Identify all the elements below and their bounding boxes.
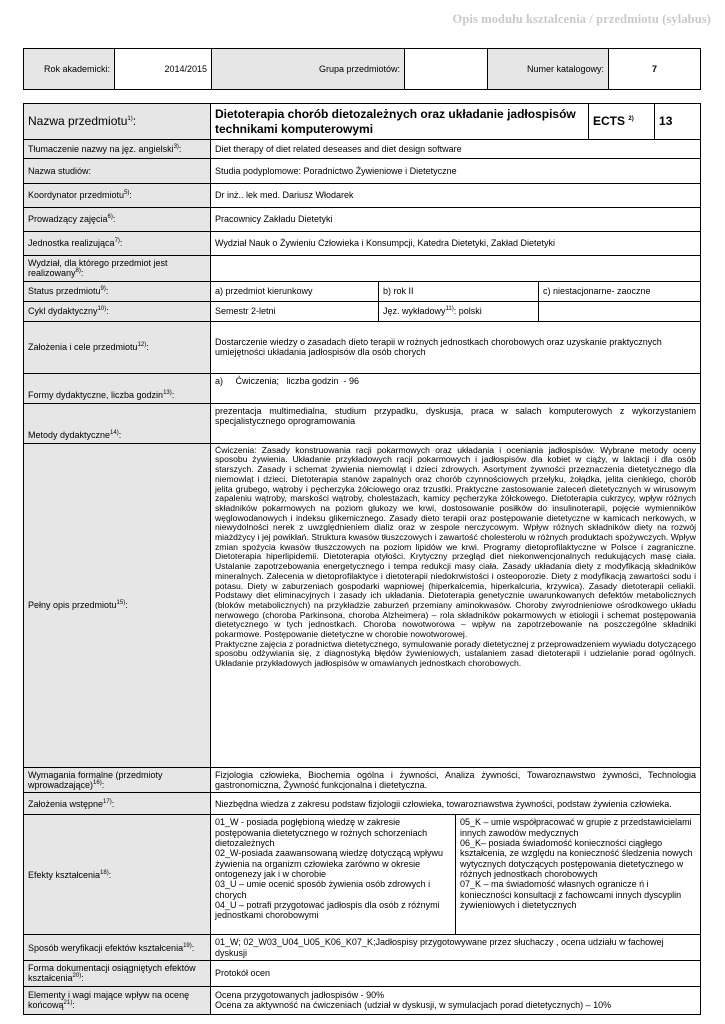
status-rok: b) rok II [379, 281, 539, 301]
jezyk-wykladowy: Jęz. wykładowy$^{11)}$: polski [379, 301, 539, 321]
tlum-value: Diet therapy of diet related deseases and diet design software [211, 140, 701, 159]
forma-value: Protokół ocen [211, 961, 701, 987]
zal-value: Dostarczenie wiedzy o zasadach dieto terapii w rożnych jednostkach chorobowych oraz uzyskanie praktycznych umiejętności układania jadłospisów dla osób chorych [211, 321, 701, 373]
efekty-wiedza-umiejetnosci: 01_W - posiada pogłębioną wiedzę w zakresie postępowania dietetycznego w rożnych schorzeniach dietozależnych 02_W-posiada zaawansowaną wiedzę dotyczącą wpływu żywienia na organizm człowieka zarówno w okresie ontogenezy jak i w chorobie 03_U – umie ocenić sposób żywienia osób zdrowych i chorych 04_U – potrafi przygotować jadłospis dla osób z różnymi jednostkami chorobowymi [211, 815, 456, 935]
prow-label: Prowadzący zajęcia$^{6)}$: [24, 208, 211, 232]
efekty-label: Efekty kształcenia$^{18)}$: [24, 815, 211, 935]
koord-label: Koordynator przedmiotu$^{5)}$: [24, 184, 211, 208]
rok-value: 2014/2015 [115, 49, 212, 90]
cykl-label: Cykl dydaktyczny$^{10)}$: [24, 301, 211, 321]
cykl-empty [539, 301, 701, 321]
jedn-label: Jednostka realizująca$^{7)}$: [24, 232, 211, 256]
forma-label: Forma dokumentacji osiągniętych efektów kształcenia$^{20)}$: [24, 961, 211, 987]
prow-value: Pracownicy Zakładu Dietetyki [211, 208, 701, 232]
tlum-label: Tłumaczenie nazwy na jęz. angielski$^{3)}$: [24, 140, 211, 159]
ects-label: ECTS $^{2)}$ [589, 104, 655, 140]
status-kierunkowy: a) przedmiot kierunkowy [211, 281, 379, 301]
elem-label: Elementy i wagi mające wpływ na ocenę końcową$^{21)}$: [24, 986, 211, 1014]
wydz-label: Wydział, dla którego przedmiot jest realizowany$^{8)}$: [24, 256, 211, 282]
syllabus-table [23, 103, 701, 1015]
status-tryb: c) niestacjonarne- zaoczne [539, 281, 701, 301]
efekty-kompetencje: 05_K – umie współpracować w grupie z przedstawicielami innych zawodów medycznych 06_K– posiada świadomość konieczności ciągłego kształcenia, ze względu na konieczność śledzenia nowych wytycznych dotyczących postępowania dietetycznego w różnych jednostkach chorobowych 07_K – ma świadomość własnych ogranicze ń i konieczności konsultacji z fachowcami innych dyscyplin żywieniowych i dietetycznych [456, 815, 701, 935]
numer-value: 7 [609, 49, 701, 90]
opis-label: Pełny opis przedmiotu$^{15)}$: [24, 443, 211, 767]
nazwa-label: Nazwa przedmiotu$^{1)}$: [24, 104, 211, 140]
wym-value: Fizjologia człowieka, Biochemia ogólna i żywności, Analiza żywności, Towaroznawstwo żywności, Technologia gastronomiczna, Żywność funkcjonalna i dietetyczna. [211, 767, 701, 793]
wym-label: Wymagania formalne (przedmioty wprowadzające)$^{16)}$: [24, 767, 211, 793]
cykl-value: Semestr 2-letni [211, 301, 379, 321]
numer-label: Numer katalogowy: [488, 49, 609, 90]
elem-value: Ocena przygotowanych jadłospisów - 90% Ocena za aktywność na ćwiczeniach (udział w dyskusji, w symulacjach porad dietetycznych) – 10% [211, 986, 701, 1014]
wydz-value [211, 256, 701, 282]
ects-value: 13 [655, 104, 701, 140]
opis-value: Ćwiczenia: Zasady konstruowania racji pokarmowych oraz układania i oceniania jadłospisów. Wybrane metody oceny sposobu żywienia. Układanie przykładowych racji pokarmowych i jadłospisów dla kobiet w ciąży, w laktacji i dla osób starszych. Zasady i schemat żywienia niemowląt i dzieci zdrowych. Asortyment żywności przeznaczenia dietetycznego dla niemowląt i dzieci. Dietoterapia stanów zapalnych oraz chorób czynnościowych przełyku, żołądka, jelita cienkiego, chorób jelita grubego, wątroby i pęcherzyka żółciowego oraz trzustki. Praktyczne zastosowanie zaleceń dietetycznych w wirusowym zapaleniu wątroby, marskości wątroby, cholestazach, kamicy pęcherzyka żółckowego. Dietoterapia cukrzycy, wpływ różnych składników pokarmowych na poziom glukozy we krwi, dostosowanie posiłków do insulinoterapii, pojęcie wymienników węglowodanowych i indeksu glikemicznego. Zasady dieto terapii oraz postępowanie dietetyczne w kamicach nerkowych, w niewydolności nerek z uwzględnieniem dializ oraz w zespole nerczycowym. Wpływ różnych składników diety na rozwój miażdżycy i jej powikłań. Struktura kwasów tłuszczowych i zawartość cholesterolu w różnych produktach spożywczych. Wpływ zmian spożycia kwasów tłuszczowych na poziom lipidów we krwi. Programy dietoprofilaktyczne w Polsce i zagraniczne. Dietoterapia hiperlipidemii. Dietoterapia otyłości. Krytyczny przegląd diet niekonwencjonalnych redukujących masę ciała. Ustalanie zapotrzebowania energetycznego i tempa redukcji masy ciała. Zasady układania diety z modyfikacją składników mineralnych. Zalecenia w dietoprofilaktyce i dietoterapii niedokrwistości i osteoporozie. Diety z modyfikacją zawartości sodu i potasu. Diety w zaburzeniach gospodarki wapniowej (hiperkalcemia, hiperkalcuria, krzywica). Zasady dietoterapii celiakii. Podstawy diet eliminacyjnych i zasady ich układania. Dietoterapia genetycznie uwarunkowanych defektów metabolicznych (bloków metabolicznych) na przykładzie zaburzeń przemiany aminokwasów. Choroby zwyrodnieniowe ośrodkowego układu nerwowego (choroba Parkinsona, choroba Alzheimera) – rola składników pokarmowych w etiologii i schemat postępowania dietetycznego w tych jednostkach. Choroba nowotworowa – wpływ na zapotrzebowanie na poszczególne składniki pokarmowe. Postępowanie dietetyczne w chorobie nowotworowej. Praktyczne zajęcia z poradnictwa dietetycznego, symulowanie porady dietetycznej z przeprowadzeniem wywiadu dotyczącego sposobu odżywiania się, z diagnostyką błędów żywieniowych, ustalaniem zasad dietoterapii i udzielanie porad ogólnych. Układanie przykładowych jadłospisów w omawianych jednostkach chorobowych. [211, 443, 701, 767]
grupa-value [405, 49, 488, 90]
zw-value: Niezbędna wiedza z zakresu podstaw fizjologii człowieka, towaroznawstwa żywności, podstaw żywienia człowieka. [211, 793, 701, 815]
page-header: Opis modułu kształcenia / przedmiotu (sylabus) [452, 12, 711, 26]
studia-value: Studia podyplomowe: Poradnictwo Żywieniowe i Dietetyczne [211, 159, 701, 184]
koord-value: Dr inż.. lek med. Dariusz Włodarek [211, 184, 701, 208]
sposob-label: Sposób weryfikacji efektów kształcenia$^{19)}$: [24, 935, 211, 961]
nazwa-value: Dietoterapia chorób dietozależnych oraz układanie jadłospisów technikami komputerowymi [211, 104, 589, 140]
status-label: Status przedmiotu$^{9)}$: [24, 281, 211, 301]
top-info-table [23, 48, 701, 90]
metody-value: prezentacja multimedialna, studium przypadku, dyskusja, praca w salach komputerowych z wykorzystaniem specjalistycznego oprogramowania [211, 403, 701, 443]
jedn-value: Wydział Nauk o Żywieniu Człowieka i Konsumpcji, Katedra Dietetyki, Zakład Dietetyki [211, 232, 701, 256]
zw-label: Założenia wstępne$^{17)}$: [24, 793, 211, 815]
metody-label: Metody dydaktyczne$^{14)}$: [24, 403, 211, 443]
formy-label: Formy dydaktyczne, liczba godzin$^{13)}$: [24, 373, 211, 403]
zal-label: Założenia i cele przedmiotu$^{12)}$: [24, 321, 211, 373]
studia-label: Nazwa studiów: [24, 159, 211, 184]
formy-value: a) Ćwiczenia; liczba godzin - 96 [211, 373, 701, 403]
rok-label: Rok akademicki: [24, 49, 115, 90]
sposob-value: 01_W; 02_W03_U04_U05_K06_K07_K;Jadłospisy przygotowywane przez słuchaczy , ocena udziału w fachowej dyskusji [211, 935, 701, 961]
grupa-label: Grupa przedmiotów: [212, 49, 405, 90]
